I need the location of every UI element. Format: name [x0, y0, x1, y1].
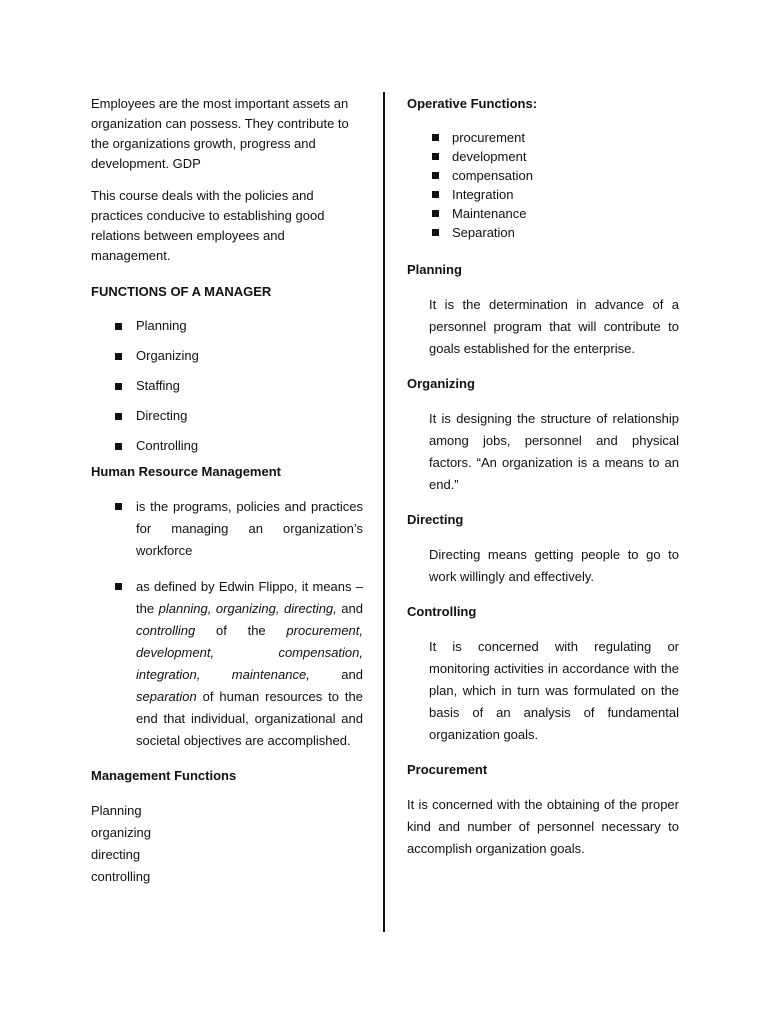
procurement-heading: Procurement	[407, 762, 488, 777]
operative-functions-list	[407, 128, 679, 242]
directing-text: Directing means getting people to go to work willingly and effectively.	[429, 547, 679, 584]
text-run: of human resources to the end that individual, organizational and societal objectives are accomplished.	[136, 689, 363, 748]
list-item: Staffing	[91, 376, 363, 396]
list-item: organizing	[91, 825, 151, 840]
list-item: Planning	[91, 316, 363, 336]
text-run: as defined by Edwin Flippo, it means – the	[136, 579, 363, 616]
text-run: and	[309, 667, 363, 682]
list-item: Separation	[407, 223, 679, 242]
operative-functions-heading: Operative Functions:	[407, 96, 538, 111]
management-functions-list	[91, 800, 363, 888]
list-item: directing	[91, 847, 141, 862]
text-run: of the	[195, 623, 287, 638]
text-run: separation	[136, 689, 197, 704]
right-column	[407, 94, 679, 860]
planning-heading: Planning	[407, 262, 462, 277]
hrm-list	[91, 496, 363, 752]
planning-text: It is the determination in advance of a personnel program that will contribute to goals established for the enterprise.	[429, 297, 679, 356]
list-item: procurement	[407, 128, 679, 147]
management-functions-heading: Management Functions	[91, 768, 237, 783]
controlling-heading: Controlling	[407, 604, 477, 619]
list-item: Maintenance	[407, 204, 679, 223]
hrm-point-2	[136, 576, 363, 752]
manager-functions-list	[91, 316, 363, 456]
procurement-text: It is concerned with the obtaining of the proper kind and number of personnel necessary to accomplish organization goals.	[407, 797, 679, 856]
organizing-text: It is designing the structure of relationship among jobs, personnel and physical factors. “An organization is a means to an end.”	[429, 411, 679, 492]
text-run: controlling	[136, 623, 196, 638]
intro-paragraph-1: Employees are the most important assets an organization can possess. They contribute to the organizations growth, progress and development. GDP	[91, 96, 349, 171]
directing-heading: Directing	[407, 512, 464, 527]
column-divider	[383, 92, 385, 932]
controlling-text: It is concerned with regulating or monitoring activities in accordance with the plan, which in turn was formulated on the basis of an analysis of fundamental organization goals.	[429, 639, 679, 742]
text-run: planning, organizing, directing,	[158, 601, 337, 616]
intro-paragraph-2: This course deals with the policies and practices conducive to establishing good relations between employees and management.	[91, 188, 325, 263]
list-item: Directing	[91, 406, 363, 426]
hrm-heading: Human Resource Management	[91, 464, 281, 479]
text-run: procurement, development, compensation, integration, maintenance,	[136, 623, 363, 682]
list-item: compensation	[407, 166, 679, 185]
list-item: Controlling	[91, 436, 363, 456]
list-item	[91, 496, 363, 562]
list-item: Organizing	[91, 346, 363, 366]
text-run: and	[336, 601, 363, 616]
list-item: controlling	[91, 869, 151, 884]
list-item: development	[407, 147, 679, 166]
left-column	[91, 94, 363, 888]
functions-of-manager-heading: FUNCTIONS OF A MANAGER	[91, 284, 272, 299]
list-item	[91, 576, 363, 752]
organizing-heading: Organizing	[407, 376, 475, 391]
list-item: Planning	[91, 803, 142, 818]
list-item: Integration	[407, 185, 679, 204]
hrm-point-1: is the programs, policies and practices for managing an organization’s workforce	[136, 499, 363, 558]
